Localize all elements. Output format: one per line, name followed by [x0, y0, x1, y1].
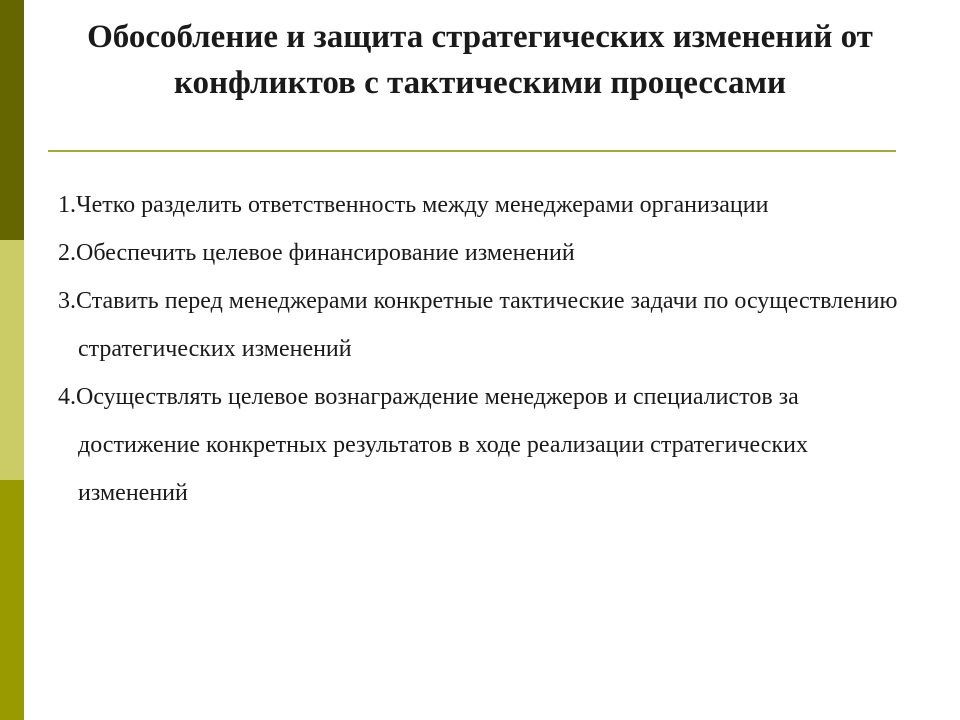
- slide-title: Обособление и защита стратегических изменений от конфликтов с тактическими процессами: [87, 19, 873, 101]
- accent-bar-top-segment: [0, 0, 24, 240]
- accent-bar-bottom-segment: [0, 480, 24, 720]
- list-item: 3.Ставить перед менеджерами конкретные тактические задачи по осуществлению стратегических изменений: [58, 288, 898, 362]
- list-item: 2.Обеспечить целевое финансирование изменений: [58, 240, 575, 266]
- list-item: 4.Осуществлять целевое вознаграждение менеджеров и специалистов за достижение конкретных результатов в ходе реализации стратегических изменений: [58, 384, 808, 506]
- accent-bar-middle-segment: [0, 240, 24, 480]
- list-item: 1.Четко разделить ответственность между менеджерами организации: [58, 192, 769, 218]
- slide-body-list: [58, 181, 918, 517]
- title-divider: [48, 150, 896, 152]
- left-accent-bar: [0, 0, 24, 720]
